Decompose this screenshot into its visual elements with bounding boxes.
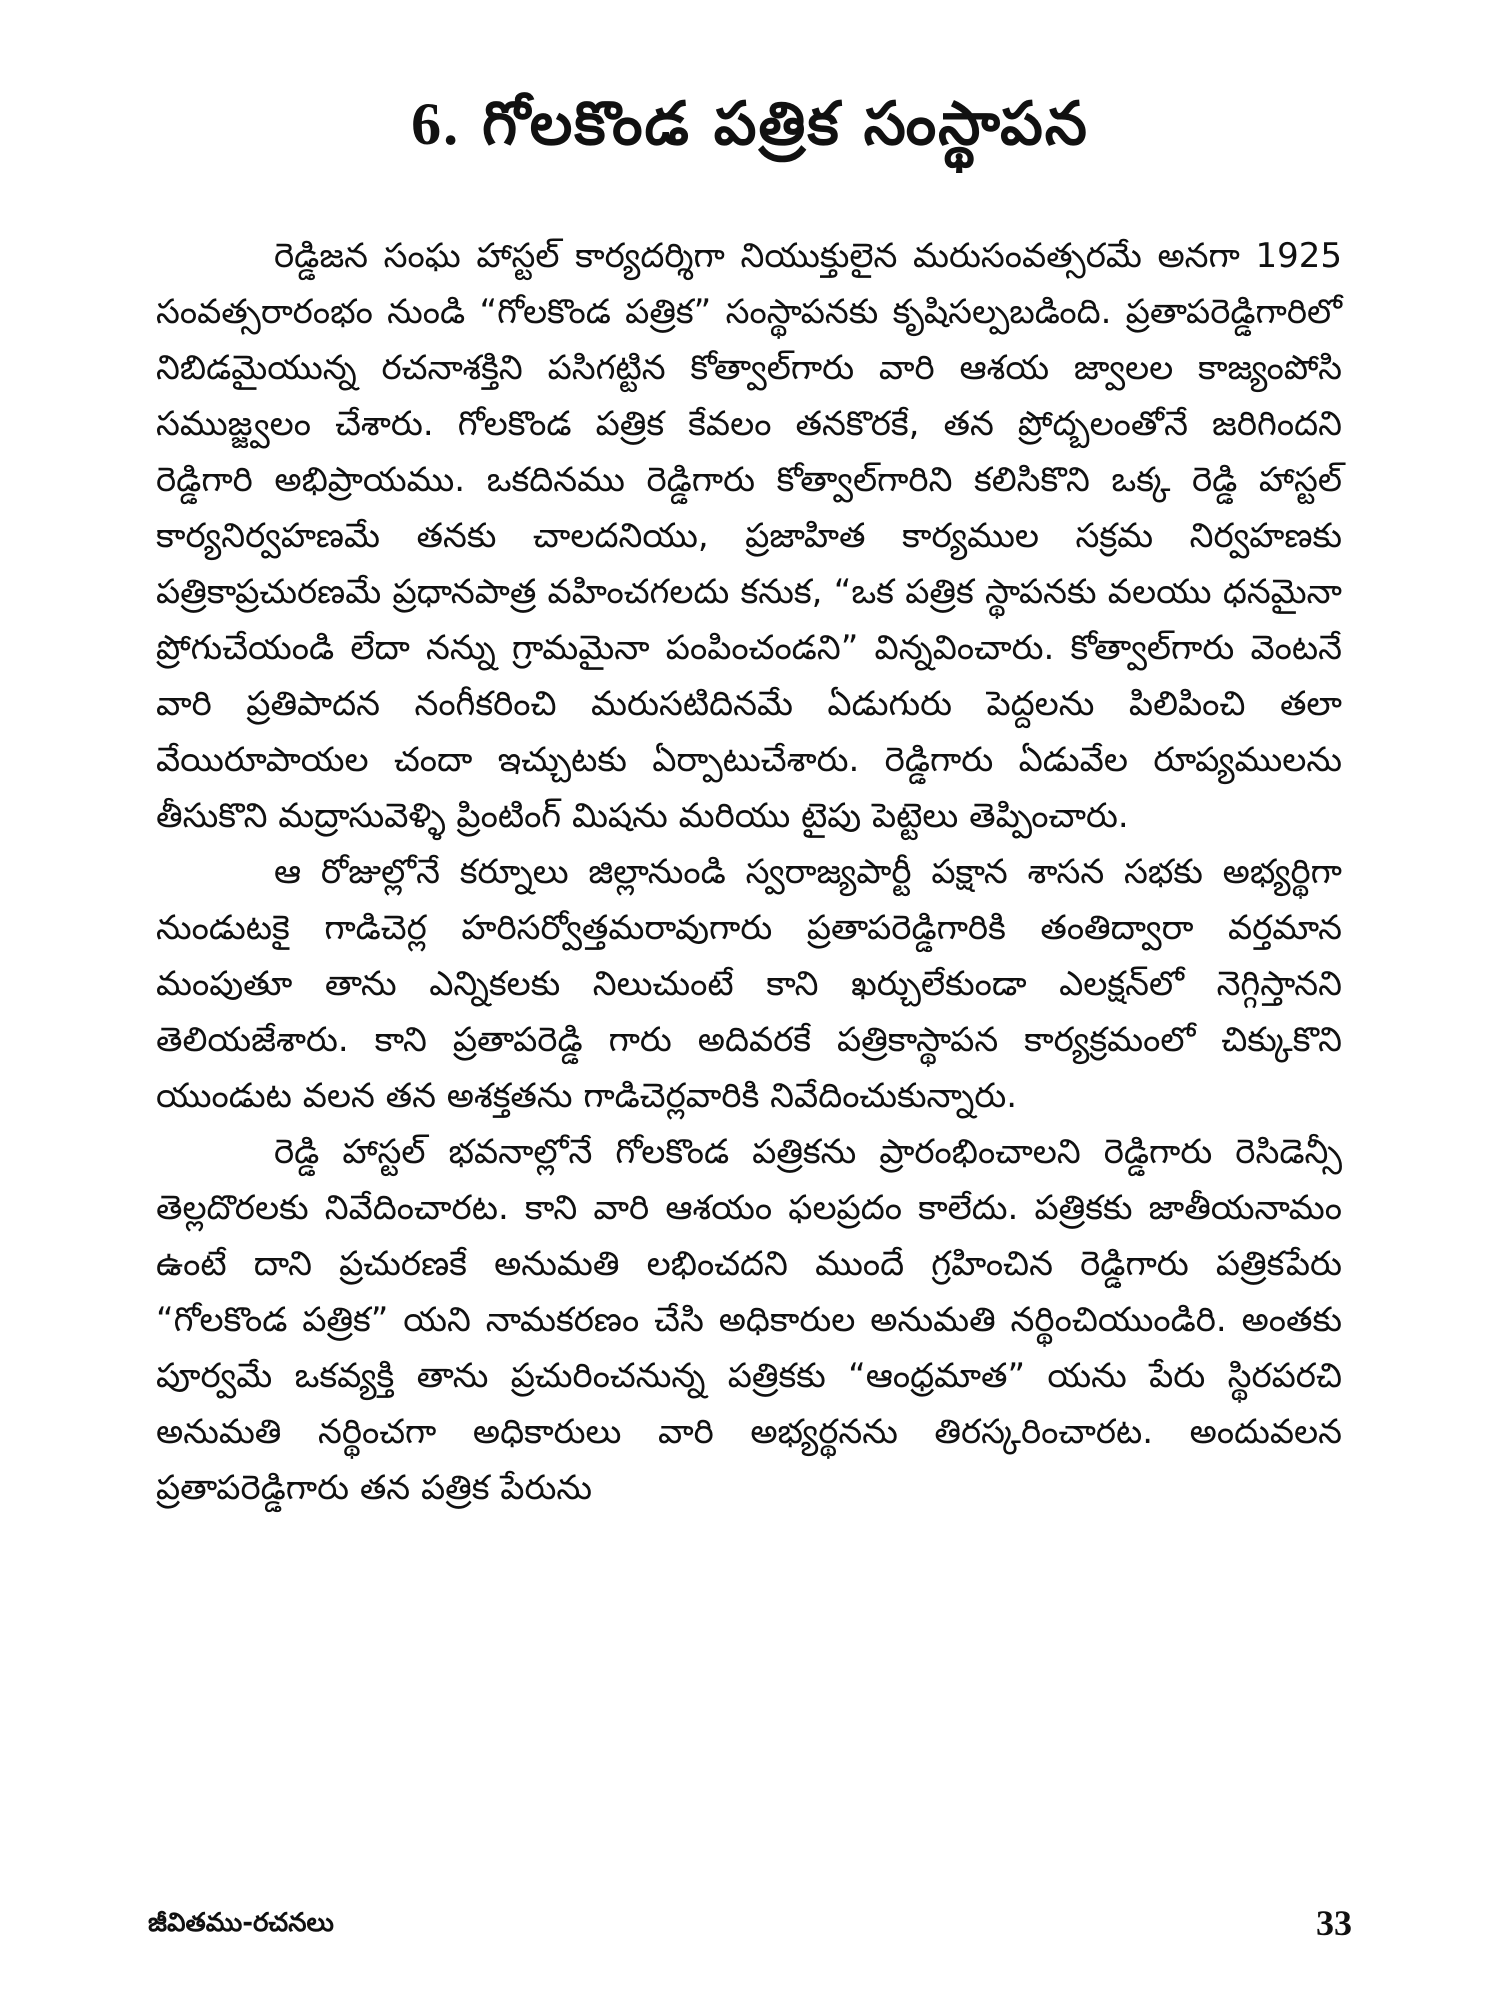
- chapter-title-text: గోలకొండ పత్రిక సంస్థాపన: [482, 89, 1089, 159]
- page-number: 33: [1316, 1903, 1352, 1943]
- chapter-title: [140, 88, 1360, 160]
- paragraph-3: రెడ్డి హాస్టల్ భవనాల్లోనే గోలకొండ పత్రికను ప్రారంభించాలని రెడ్డిగారు రెసిడెన్సీ తెల్లదొరలకు నివేదించారట. కాని వారి ఆశయం ఫలప్రదం కాలేదు. పత్రికకు జాతీయనామం ఉంటే దాని ప్రచురణకే అనుమతి లభించదని ముందే గ్రహించిన రెడ్డిగారు పత్రికపేరు “గోలకొండ పత్రిక” యని నామకరణం చేసి అధికారుల అనుమతి నర్థించియుండిరి. అంతకు పూర్వమే ఒకవ్యక్తి తాను ప్రచురించనున్న పత్రికకు “ఆంధ్రమాత” యను పేరు స్థిరపరచి అనుమతి నర్థించగా అధికారులు వారి అభ్యర్థనను తిరస్కరించారట. అందువలన ప్రతాపరెడ్డిగారు తన పత్రిక పేరును: [156, 1132, 1342, 1508]
- paragraph-1: రెడ్డిజన సంఘ హాస్టల్ కార్యదర్శిగా నియుక్తులైన మరుసంవత్సరమే అనగా 1925 సంవత్సరారంభం నుండి “గోలకొండ పత్రిక” సంస్థాపనకు కృషిసల్పబడింది. ప్రతాపరెడ్డిగారిలో నిబిడమైయున్న రచనాశక్తిని పసిగట్టిన కోత్వాల్‌గారు వారి ఆశయ జ్వాలల కాజ్యంపోసి సముజ్జ్వలం చేశారు. గోలకొండ పత్రిక కేవలం తనకొరకే, తన ప్రోద్బలంతోనే జరిగిందని రెడ్డిగారి అభిప్రాయము. ఒకదినము రెడ్డిగారు కోత్వాల్‌గారిని కలిసికొని ఒక్క రెడ్డి హాస్టల్ కార్యనిర్వహణమే తనకు చాలదనియు, ప్రజాహిత కార్యముల సక్రమ నిర్వహణకు పత్రికాప్రచురణమే ప్రధానపాత్ర వహించగలదు కనుక, “ఒక పత్రిక స్థాపనకు వలయు ధనమైనా ప్రోగుచేయండి లేదా నన్ను గ్రామమైనా పంపించండని” విన్నవించారు. కోత్వాల్‌గారు వెంటనే వారి ప్రతిపాదన నంగీకరించి మరుసటిదినమే ఏడుగురు పెద్దలను పిలిపించి తలా వేయిరూపాయల చందా ఇచ్చుటకు ఏర్పాటుచేశారు. రెడ్డిగారు ఏడువేల రూప్యములను తీసుకొని మద్రాసువెళ్ళి ప్రింటింగ్ మిషను మరియు టైపు పెట్టెలు తెప్పించారు.: [156, 236, 1342, 836]
- page-footer: [148, 1903, 1352, 1958]
- chapter-number: 6.: [411, 91, 461, 157]
- paragraph-2: ఆ రోజుల్లోనే కర్నూలు జిల్లానుండి స్వరాజ్యపార్టీ పక్షాన శాసన సభకు అభ్యర్థిగా నుండుటకై గాడిచెర్ల హరిసర్వోత్తమరావుగారు ప్రతాపరెడ్డిగారికి తంతిద్వారా వర్తమాన మంపుతూ తాను ఎన్నికలకు నిలుచుంటే కాని ఖర్చులేకుండా ఎలక్షన్‌లో నెగ్గిస్తానని తెలియజేశారు. కాని ప్రతాపరెడ్డి గారు అదివరకే పత్రికాస్థాపన కార్యక్రమంలో చిక్కుకొని యుండుట వలన తన అశక్తతను గాడిచెర్లవారికి నివేదించుకున్నారు.: [156, 852, 1342, 1116]
- footer-book-title: జీవితము-రచనలు: [148, 1908, 334, 1938]
- body-text: [156, 228, 1342, 1516]
